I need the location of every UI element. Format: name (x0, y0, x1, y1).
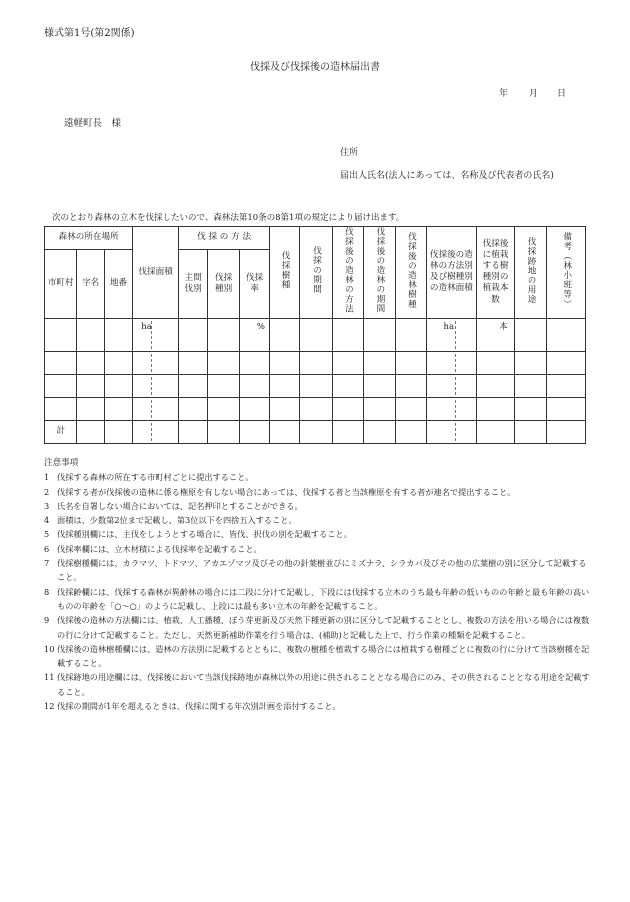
note-item: 11 伐採跡地の用途欄には、伐採後において当該伐採跡地が森林以外の用途に供されることとなる場合にのみ、その供されることとなる用途を記載すること。 (44, 672, 590, 697)
note-item: 6 伐採率欄には、立木材積による伐採率を記載すること。 (44, 543, 262, 554)
note-item: 5 伐採種別欄には、主伐をしようとする場合に、皆伐、択伐の別を記載すること。 (44, 529, 352, 540)
table-row (45, 351, 586, 374)
method-group-header: 伐 採 の 方 法 (178, 227, 269, 250)
note-item: 2 伐採する者が伐採後の造林に係る権原を有しない場合にあっては、伐採する者と当該権原を有する者が連名で提出すること。 (44, 486, 516, 497)
applicant-name-label: 届出人氏名(法人にあっては、名称及び代表者の氏名) (340, 171, 554, 181)
total-label: 計 (45, 420, 77, 443)
felled-species-header: 伐採樹種 (270, 227, 299, 319)
notes-section (44, 456, 594, 713)
document-title: 伐採及び伐採後の造林届出書 (250, 62, 380, 73)
note-item: 1 伐採する森林の所在する市町村ごとに提出すること。 (44, 472, 254, 483)
felling-table (44, 226, 586, 444)
note-item: 3 氏名を自署しない場合においては、記名押印とすることができる。 (44, 500, 303, 511)
note-item: 8 伐採齢欄には、伐採する森林が異齢林の場合には二段に分けて記載し、下段には伐採する立木のうち最も年齢の低いものの年齢と最も年齢の高いものの年齢を「○～○」のように記載し、上段には最も多い立木の年齢を記載すること。 (44, 586, 590, 611)
felling-type-header: 伐採種別 (208, 249, 239, 318)
note-item: 7 伐採樹種欄には、カラマツ、トドマツ、アカエゾマツ及びその他の針葉樹並びにミズナラ、シラカバ及びその他の広葉樹の別に区分して記載すること。 (44, 558, 587, 583)
land-use-header: 伐採跡地の用途 (514, 227, 546, 319)
table-row (45, 318, 586, 351)
unit-ha: ha (141, 321, 152, 332)
note-item: 4 面積は、少数第2位まで記載し、第3位以下を四捨五入すること。 (44, 515, 297, 526)
reforest-period-header: 伐採後の造林の期間 (363, 227, 395, 319)
note-item: 10 伐採後の造林樹種欄には、造林の方法別に記載するとともに、複数の樹種を植栽する場合には植栽する樹種ごとに複数の行に分けて当該樹種を記載すること。 (44, 643, 590, 669)
main-thinning-header: 主間伐別 (178, 249, 207, 318)
unit-percent: % (256, 321, 265, 332)
table-row (45, 397, 586, 420)
address-label: 住所 (340, 148, 359, 158)
aza-header: 字名 (77, 249, 104, 318)
municipality-header: 市町村 (45, 249, 77, 318)
date-year-label: 年 (499, 89, 509, 99)
reforest-area-header: 伐採後の造林の方法別及び樹種別の造林面積 (426, 227, 477, 319)
intro-statement: 次のとおり森林の立木を伐採したいので、森林法第10条の8第1項の規定により届け出ます。 (52, 213, 405, 223)
planting-count-header: 伐採後に植栽する樹種別の植栽本数 (477, 227, 515, 319)
remarks-header: 備考（林小班等） (547, 227, 586, 319)
unit-count: 本 (499, 321, 508, 332)
table-row (45, 374, 586, 397)
date-month-label: 月 (529, 89, 539, 99)
form-number: 様式第1号(第2関係) (44, 28, 135, 39)
location-group-header: 森林の所在場所 (45, 227, 133, 250)
chiban-header: 地番 (104, 249, 132, 318)
notes-heading: 注意事項 (44, 458, 79, 468)
date-day-label: 日 (557, 89, 567, 99)
unit-ha-reforest: ha (443, 321, 455, 332)
felling-rate-header: 伐採率 (239, 249, 269, 318)
note-item: 12 伐採の期間が1年を超えるときは、伐採に関する年次別計画を添付すること。 (44, 701, 341, 712)
note-item: 9 伐採後の造林の方法欄には、植栽、人工播種、ぼう芽更新及び天然下種更新の別に区分して記載することとし、複数の方法を用いる場合には複数の行に分けて記載すること。ただし、天然更新補助作業を行う場合は、(補助)と記載した上で、行う作業の種類を記載すること。 (44, 615, 590, 640)
felling-area-header: 伐採面積 (133, 227, 179, 319)
reforest-method-header: 伐採後の造林の方法 (333, 227, 363, 319)
felling-period-header: 伐採の期間 (299, 227, 332, 319)
addressee: 遠軽町長 様 (64, 118, 122, 129)
reforest-species-header: 伐採後の造林樹種 (396, 227, 426, 319)
table-total-row (45, 420, 586, 443)
